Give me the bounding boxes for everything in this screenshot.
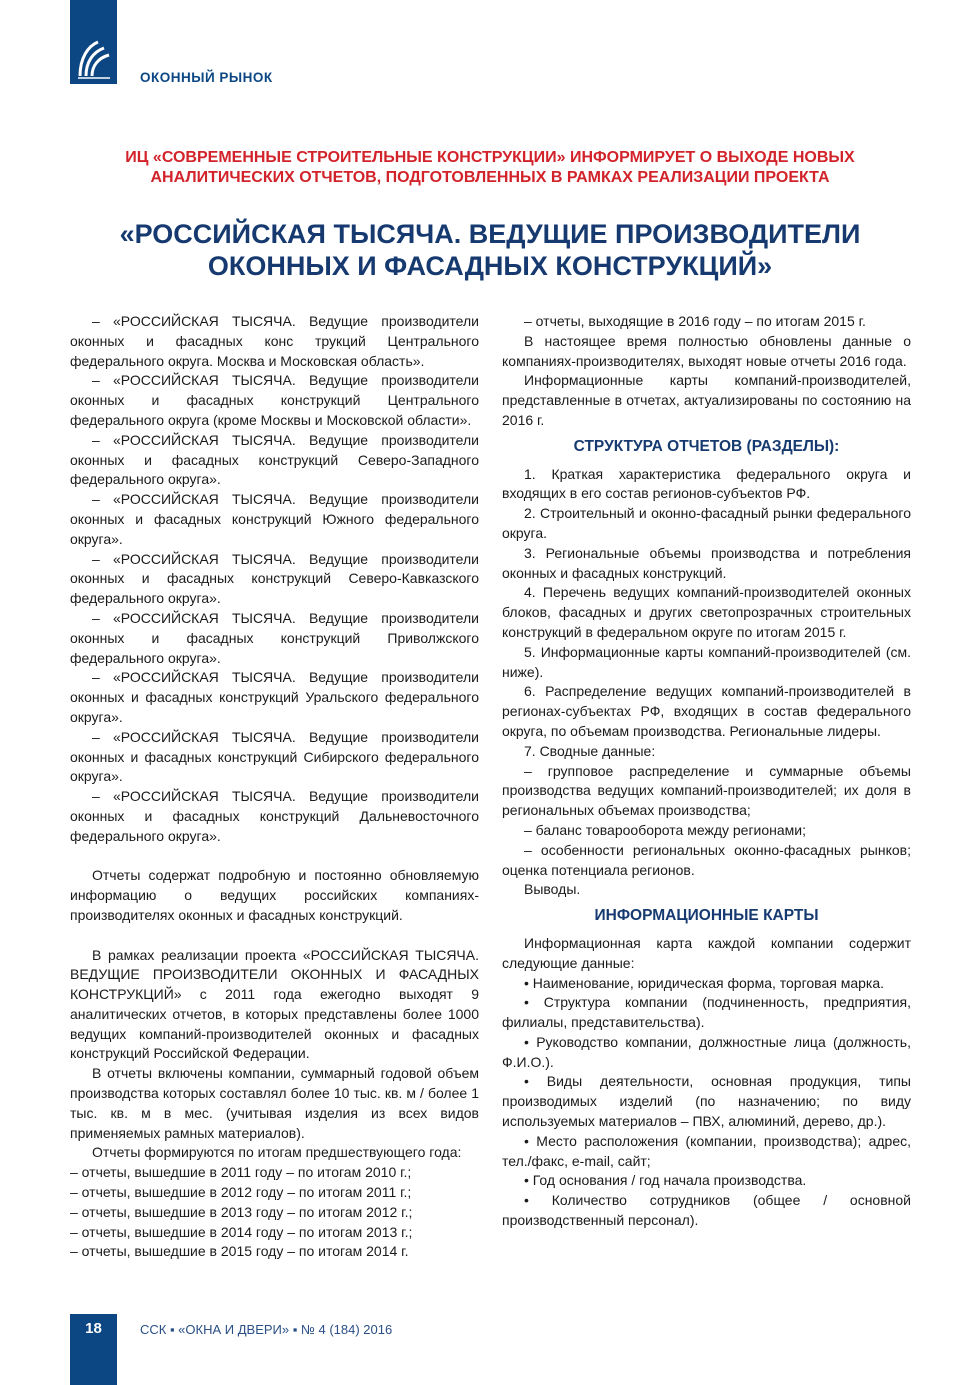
footer-text: ССК ▪ «ОКНА И ДВЕРИ» ▪ № 4 (184) 2016 — [140, 1322, 393, 1337]
paragraph: 7. Сводные данные: — [524, 742, 656, 759]
header-bar — [70, 0, 117, 84]
paragraph: – «РОССИЙСКАЯ ТЫСЯЧА. Ведущие производители оконных и фасадных конструкций Южного федерального округа». — [70, 491, 479, 547]
paragraph: • Руководство компании, должностные лица (должность, Ф.И.О.). — [502, 1033, 911, 1070]
paragraph: – «РОССИЙСКАЯ ТЫСЯЧА. Ведущие производители оконных и фасадных конструкций Дальневосточного федерального округа». — [70, 788, 479, 844]
paragraph: 3. Региональные объемы производства и потребления оконных и фасадных конструкций. — [502, 544, 911, 581]
paragraph: • Количество сотрудников (общее / основной производственный персонал). — [502, 1192, 911, 1229]
paragraph: Отчеты формируются по итогам предшествующего года: — [92, 1144, 462, 1161]
footer-bar — [70, 1314, 117, 1385]
paragraph: Информационные карты компаний-производителей, представленные в отчетах, актуализированы по состоянию на 2016 г. — [502, 372, 911, 428]
page-title: «РОССИЙСКАЯ ТЫСЯЧА. ВЕДУЩИЕ ПРОИЗВОДИТЕЛИ ОКОННЫХ И ФАСАДНЫХ КОНСТРУКЦИЙ» — [119, 219, 861, 281]
paragraph: – «РОССИЙСКАЯ ТЫСЯЧА. Ведущие производители оконных и фасадных конструкций Северо-Кавказского федерального округа». — [70, 550, 479, 607]
heading-cards: ИНФОРМАЦИОННЫЕ КАРТЫ — [594, 907, 819, 925]
paragraph: Выводы. — [524, 881, 581, 898]
list-item: – отчеты, вышедшие в 2014 году – по итогам 2013 г.; — [70, 1223, 413, 1240]
paragraph: Отчеты содержат подробную и постоянно обновляемую информацию о ведущих российских компаниях-производителях оконных и фасадных конструкций. — [70, 867, 479, 923]
paragraph: – баланс товарооборота между регионами; — [524, 821, 807, 838]
paragraph: • Наименование, юридическая форма, торговая марка. — [524, 974, 885, 991]
logo-icon — [76, 38, 112, 80]
paragraph: • Структура компании (подчиненность, предприятия, филиалы, представительства). — [502, 994, 911, 1031]
paragraph: 2. Строительный и оконно-фасадный рынки федерального округа. — [502, 505, 911, 541]
paragraph: • Виды деятельности, основная продукция, типы производимых изделий (по назначению; по виду используемых материалов – ПВХ, алюминий, дерево, др.). — [502, 1073, 911, 1130]
left-column — [70, 312, 479, 1262]
paragraph: – групповое распределение и суммарные объемы производства ведущих компаний-производителей; их доля в региональных объемах производства; — [502, 762, 911, 819]
paragraph: – «РОССИЙСКАЯ ТЫСЯЧА. Ведущие производители оконных и фасадных конструкций Сибирского федерального округа». — [70, 728, 479, 785]
right-column — [502, 312, 911, 1231]
page-number: 18 — [85, 1320, 102, 1337]
list-item: – отчеты, вышедшие в 2011 году – по итогам 2010 г.; — [70, 1164, 412, 1181]
paragraph: – «РОССИЙСКАЯ ТЫСЯЧА. Ведущие производители оконных и фасадных конструкций Приволжского федерального округа». — [70, 609, 479, 666]
subtitle: ИЦ «СОВРЕМЕННЫЕ СТРОИТЕЛЬНЫЕ КОНСТРУКЦИИ» ИНФОРМИРУЕТ О ВЫХОДЕ НОВЫХ АНАЛИТИЧЕСКИХ ОТЧЕТОВ, ПОДГОТОВЛЕННЫХ В РАМКАХ РЕАЛИЗАЦИИ ПРОЕКТА — [125, 149, 855, 186]
heading-structure: СТРУКТУРА ОТЧЕТОВ (РАЗДЕЛЫ): — [573, 437, 840, 455]
paragraph: 4. Перечень ведущих компаний-производителей оконных блоков, фасадных и других светопрозрачных строительных конструкций в федеральном округе по итогам 2015 г. — [502, 584, 911, 640]
section-label: ОКОННЫЙ РЫНОК — [140, 70, 273, 85]
paragraph: 6. Распределение ведущих компаний-производителей в регионах-субъектах РФ, входящих в состав федерального округа, по объемам производства. Региональные лидеры. — [502, 683, 911, 739]
paragraph: – особенности региональных оконно-фасадных рынков; оценка потенциала регионов. — [502, 841, 911, 878]
paragraph: Информационная карта каждой компании содержит следующие данные: — [502, 934, 911, 971]
paragraph: – «РОССИЙСКАЯ ТЫСЯЧА. Ведущие производители оконных и фасадных конструкций Северо-Западного федерального округа». — [70, 431, 479, 488]
list-item: – отчеты, вышедшие в 2013 году – по итогам 2012 г.; — [70, 1203, 413, 1220]
paragraph: В отчеты включены компании, суммарный годовой объем производства которых составлял более 10 тыс. кв. м / более 1 тыс. кв. м в мес. (учитывая изделия из всех видов применяемых рамных материалов). — [70, 1065, 479, 1141]
paragraph: В рамках реализации проекта «РОССИЙСКАЯ ТЫСЯЧА. ВЕДУЩИЕ ПРОИЗВОДИТЕЛИ ОКОННЫХ И ФАСАДНЫХ КОНСТРУКЦИЙ» с 2011 года ежегодно выходят 9 аналитических отчетов, в которых представлены более 1000 ведущих компаний-производителей оконных и фасадных конструкций Российской Федерации. — [70, 946, 479, 1062]
list-item: – отчеты, вышедшие в 2012 году – по итогам 2011 г.; — [70, 1184, 412, 1201]
paragraph: – отчеты, выходящие в 2016 году – по итогам 2015 г. — [524, 313, 866, 329]
paragraph: 1. Краткая характеристика федерального округа и входящих в его состав регионов-субъектов РФ. — [502, 465, 911, 502]
paragraph: – «РОССИЙСКАЯ ТЫСЯЧА. Ведущие производители оконных и фасадных конструкций Центрального федерального округа (кроме Москвы и Московской области». — [70, 372, 479, 428]
paragraph: • Год основания / год начала производства. — [524, 1172, 807, 1189]
list-item: – отчеты, вышедшие в 2015 году – по итогам 2014 г. — [70, 1243, 409, 1260]
paragraph: В настоящее время полностью обновлены данные о компаниях-производителях, выходят новые отчеты 2016 года. — [502, 332, 911, 369]
paragraph: • Место расположения (компании, производства); адрес, тел./факс, e-mail, сайт; — [502, 1132, 911, 1169]
paragraph: – «РОССИЙСКАЯ ТЫСЯЧА. Ведущие производители оконных и фасадных конс трукций Центрального федерального округа. Москва и Московская область». — [70, 313, 479, 369]
paragraph: – «РОССИЙСКАЯ ТЫСЯЧА. Ведущие производители оконных и фасадных конструкций Уральского федерального округа». — [70, 669, 479, 725]
paragraph: 5. Информационные карты компаний-производителей (см. ниже). — [502, 643, 911, 680]
